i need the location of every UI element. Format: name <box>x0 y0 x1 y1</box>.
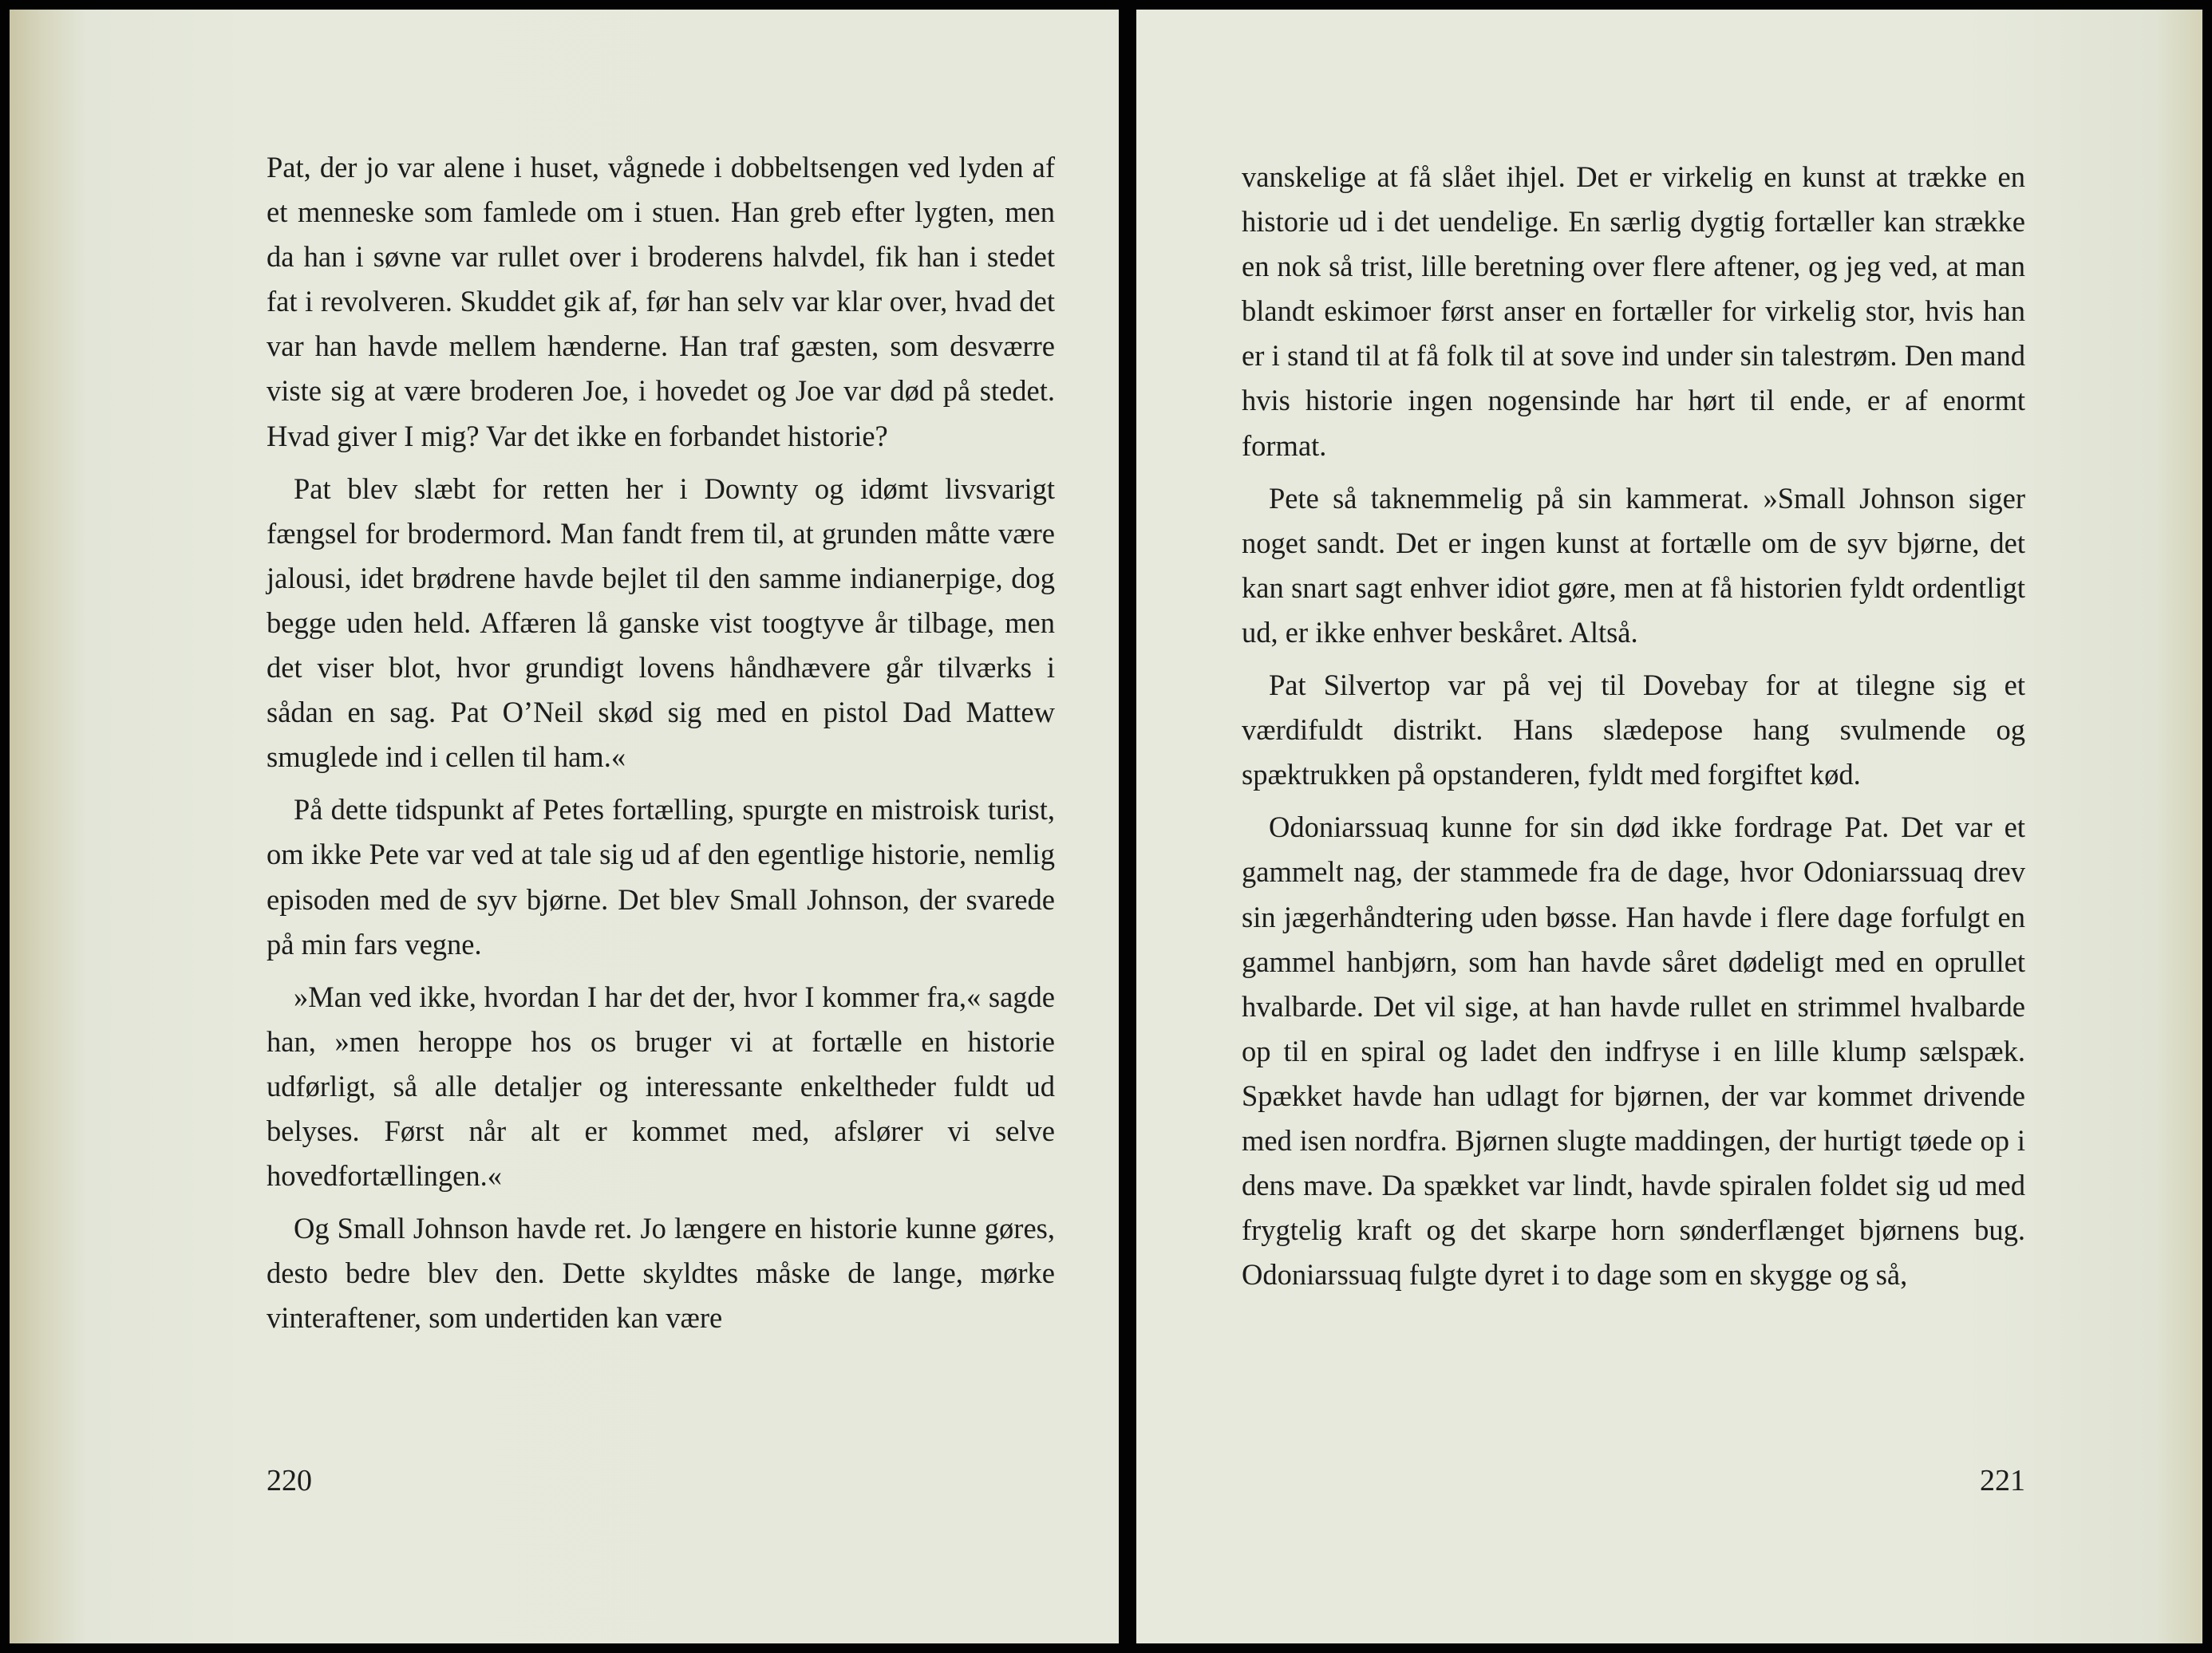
right-page <box>1136 10 2202 1643</box>
page-number: 221 <box>1980 1464 2025 1497</box>
paragraph: »Man ved ikke, hvordan I har det der, hvor I kommer fra,« sagde han, »men heroppe hos os bruger vi at fortælle en historie udførligt, så alle detaljer og interessante enkeltheder fuldt ud belyses. Først når alt er kommet med, afslører vi selve hovedfortællingen.« <box>267 980 1055 1193</box>
paragraph: Pat Silvertop var på vej til Dovebay for at tilegne sig et værdifuldt distrikt. Hans slædepose hang svulmende og spæktrukken på opstanderen, fyldt med forgiftet kød. <box>1242 669 2025 791</box>
left-page <box>10 10 1119 1643</box>
paragraph: Pat, der jo var alene i huset, vågnede i dobbeltsengen ved lyden af et menneske som famlede om i stuen. Han greb efter lygten, men da han i søvne var rullet over i broderens halvdel, fik han i stedet fat i revolveren. Skuddet gik af, før han selv var klar over, hvad det var han havde mellem hænderne. Han traf gæsten, som desværre viste sig at være broderen Joe, i hovedet og Joe var død på stedet. Hvad giver I mig? Var det ikke en forbandet historie? <box>267 151 1055 452</box>
paragraph: Pete så taknemmelig på sin kammerat. »Small Johnson siger noget sandt. Det er ingen kunst at fortælle om de syv bjørne, det kan snart sagt enhver idiot gøre, men at få historien fyldt ordentligt ud, er ikke enhver beskåret. Altså. <box>1242 481 2025 649</box>
page-number: 220 <box>267 1464 312 1497</box>
paragraph: På dette tidspunkt af Petes fortælling, spurgte en mistroisk turist, om ikke Pete var ved at tale sig ud af den egentlige historie, nemlig episoden med de syv bjørne. Det blev Small Johnson, der svarede på min fars vegne. <box>267 793 1055 961</box>
paragraph: Odoniarssuaq kunne for sin død ikke fordrage Pat. Det var et gammelt nag, der stammede fra de dage, hvor Odoniarssuaq drev sin jægerhåndtering uden bøsse. Han havde i flere dage forfulgt en gammel hanbjørn, som han havde såret dødeligt med en oprullet hvalbarde. Det vil sige, at han havde rullet en strimmel hvalbarde op til en spiral og ladet den indfryse i en lille klump sælspæk. Spækket havde han udlagt for bjørnen, der var kommet drivende med isen nordfra. Bjørnen slugte maddingen, der hurtigt tøede op i dens mave. Da spækket var lindt, havde spiralen foldet sig ud med frygtelig kraft og det skarpe horn sønderflænget bjørnens bug. Odoniarssuaq fulgte dyret i to dage som en skygge og så, <box>1242 811 2025 1292</box>
paragraph: Og Small Johnson havde ret. Jo længere en historie kunne gøres, desto bedre blev den. Dette skyldtes måske de lange, mørke vinteraftener, som undertiden kan være <box>267 1212 1055 1335</box>
paragraph: Pat blev slæbt for retten her i Downty og idømt livsvarigt fængsel for brodermord. Man fandt frem til, at grunden måtte være jalousi, idet brødrene havde bejlet til den samme indianerpige, dog begge uden held. Affæren lå ganske vist toogtyve år tilbage, men det viser blot, hvor grundigt lovens håndhævere går tilværks i sådan en sag. Pat O’Neil skød sig med en pistol Dad Mattew smuglede ind i cellen til ham.« <box>267 471 1055 774</box>
paragraph: vanskelige at få slået ihjel. Det er virkelig en kunst at trække en historie ud i det uendelige. En særlig dygtig fortæller kan strække en nok så trist, lille beretning over flere aftener, og jeg ved, at man blandt eskimoer først anser en fortæller for virkelig stor, hvis han er i stand til at få folk til at sove ind under sin talestrøm. Den mand hvis historie ingen nogensinde har hørt til ende, er af enormt format. <box>1242 160 2025 462</box>
right-page-text <box>1242 155 2025 1305</box>
left-page-text <box>267 145 1055 1348</box>
